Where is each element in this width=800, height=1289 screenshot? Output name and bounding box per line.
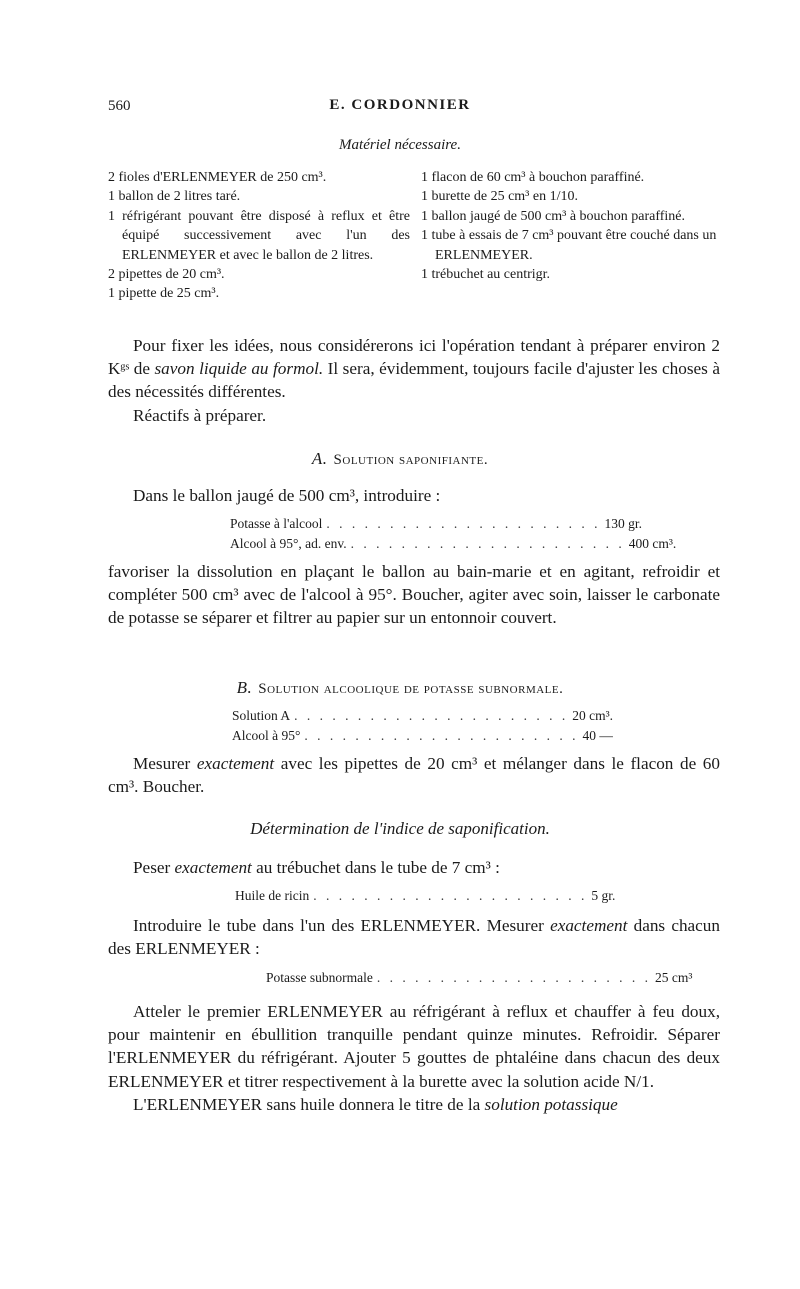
materiel-item: 1 burette de 25 cm³ en 1/10.	[421, 189, 578, 205]
materiel-item: 2 fioles d'ERLENMEYER de 250 cm³.	[108, 170, 327, 185]
materiel-title: Matériel nécessaire.	[339, 137, 461, 153]
reagent-row: Huile de ricin . . . . . . . . . . . . . . . . . . . . . . 5 gr.	[235, 888, 616, 903]
determination-title: Détermination de l'indice de saponification.	[250, 819, 550, 838]
reactifs-heading: Réactifs à préparer.	[133, 405, 267, 425]
reagent-row: Solution A . . . . . . . . . . . . . . . . . . . . . . 20 cm³.	[232, 708, 614, 723]
determination-paragraph: Introduire le tube dans l'un des ERLENMEYER. Mesurer exactement dans chacun des ERLENMEYER :	[108, 916, 720, 959]
reagent-list-potasse	[266, 968, 693, 988]
materiel-item: 1 flacon de 60 cm³ à bouchon paraffiné.	[421, 170, 645, 185]
reagent-row: Alcool à 95°, ad. env. . . . . . . . . . . . . . . . . . . . . . . 400 cm³.	[230, 536, 677, 551]
reagent-list-a	[230, 514, 677, 554]
materiel-item: 1 ballon jaugé de 500 cm³ à bouchon paraffiné.	[421, 208, 686, 224]
reagent-row: Potasse à l'alcool . . . . . . . . . . . . . . . . . . . . . . 130 gr.	[230, 516, 643, 531]
section-a-heading: A. Solution saponifiante.	[311, 449, 489, 468]
section-b-text: Mesurer exactement avec les pipettes de 20 cm³ et mélanger dans le flacon de 60 cm³. Boucher.	[108, 754, 720, 797]
reagent-list-b	[232, 706, 614, 746]
determination-text: Atteler le premier ERLENMEYER au réfrigérant à reflux et chauffer à feu doux, pour maintenir en ébullition tranquille pendant quinze minutes. Refroidir. Séparer l'ERLENMEYER du réfrigérant. Ajouter 5 gouttes de phtaléine dans chacun des deux ERLENMEYER et titrer respectivement à la burette avec la solution acide N/1. L'ERLENMEYER sans huile donnera le titre de la solution potassique	[108, 1002, 720, 1114]
running-head: E. CORDONNIER	[329, 97, 471, 113]
materiel-right-column	[421, 168, 721, 284]
materiel-item: 2 pipettes de 20 cm³.	[108, 267, 225, 283]
materiel-item: 1 pipette de 25 cm³.	[108, 286, 220, 302]
materiel-item: 1 tube à essais de 7 cm³ pouvant être couché dans un ERLENMEYER.	[421, 228, 717, 263]
section-b-heading: B. Solution alcoolique de potasse subnormale.	[236, 678, 564, 697]
reagent-list-ricin	[235, 886, 616, 906]
intro-paragraph: Pour fixer les idées, nous considérerons ici l'opération tendant à préparer environ 2 Kᵍˢ de savon liquide au formol. Il sera, évidemment, toujours facile d'ajuster les choses à des nécessités différentes.	[108, 336, 720, 402]
determination-line: Peser exactement au trébuchet dans le tube de 7 cm³ :	[133, 858, 500, 877]
section-a-intro: Dans le ballon jaugé de 500 cm³, introduire :	[133, 486, 441, 505]
materiel-left-column	[108, 168, 410, 304]
page-number: 560	[108, 98, 131, 114]
reagent-row: Potasse subnormale . . . . . . . . . . . . . . . . . . . . . . 25 cm³	[266, 970, 693, 985]
materiel-item: 1 ballon de 2 litres taré.	[108, 189, 241, 205]
materiel-item: 1 réfrigérant pouvant être disposé à reflux et être équipé successivement avec l'un des ERLENMEYER et avec le ballon de 2 litres.	[108, 208, 410, 263]
materiel-item: 1 trébuchet au centrigr.	[421, 267, 551, 283]
reagent-row: Alcool à 95° . . . . . . . . . . . . . . . . . . . . . . 40 —	[232, 728, 613, 743]
section-a-text: favoriser la dissolution en plaçant le ballon au bain-marie et en agitant, refroidir et compléter 500 cm³ avec de l'alcool à 95°. Boucher, agiter avec soin, laisser le carbonate de potasse se séparer et filtrer au papier sur un entonnoir couvert.	[108, 562, 720, 628]
intro-paragraphs	[108, 334, 720, 427]
